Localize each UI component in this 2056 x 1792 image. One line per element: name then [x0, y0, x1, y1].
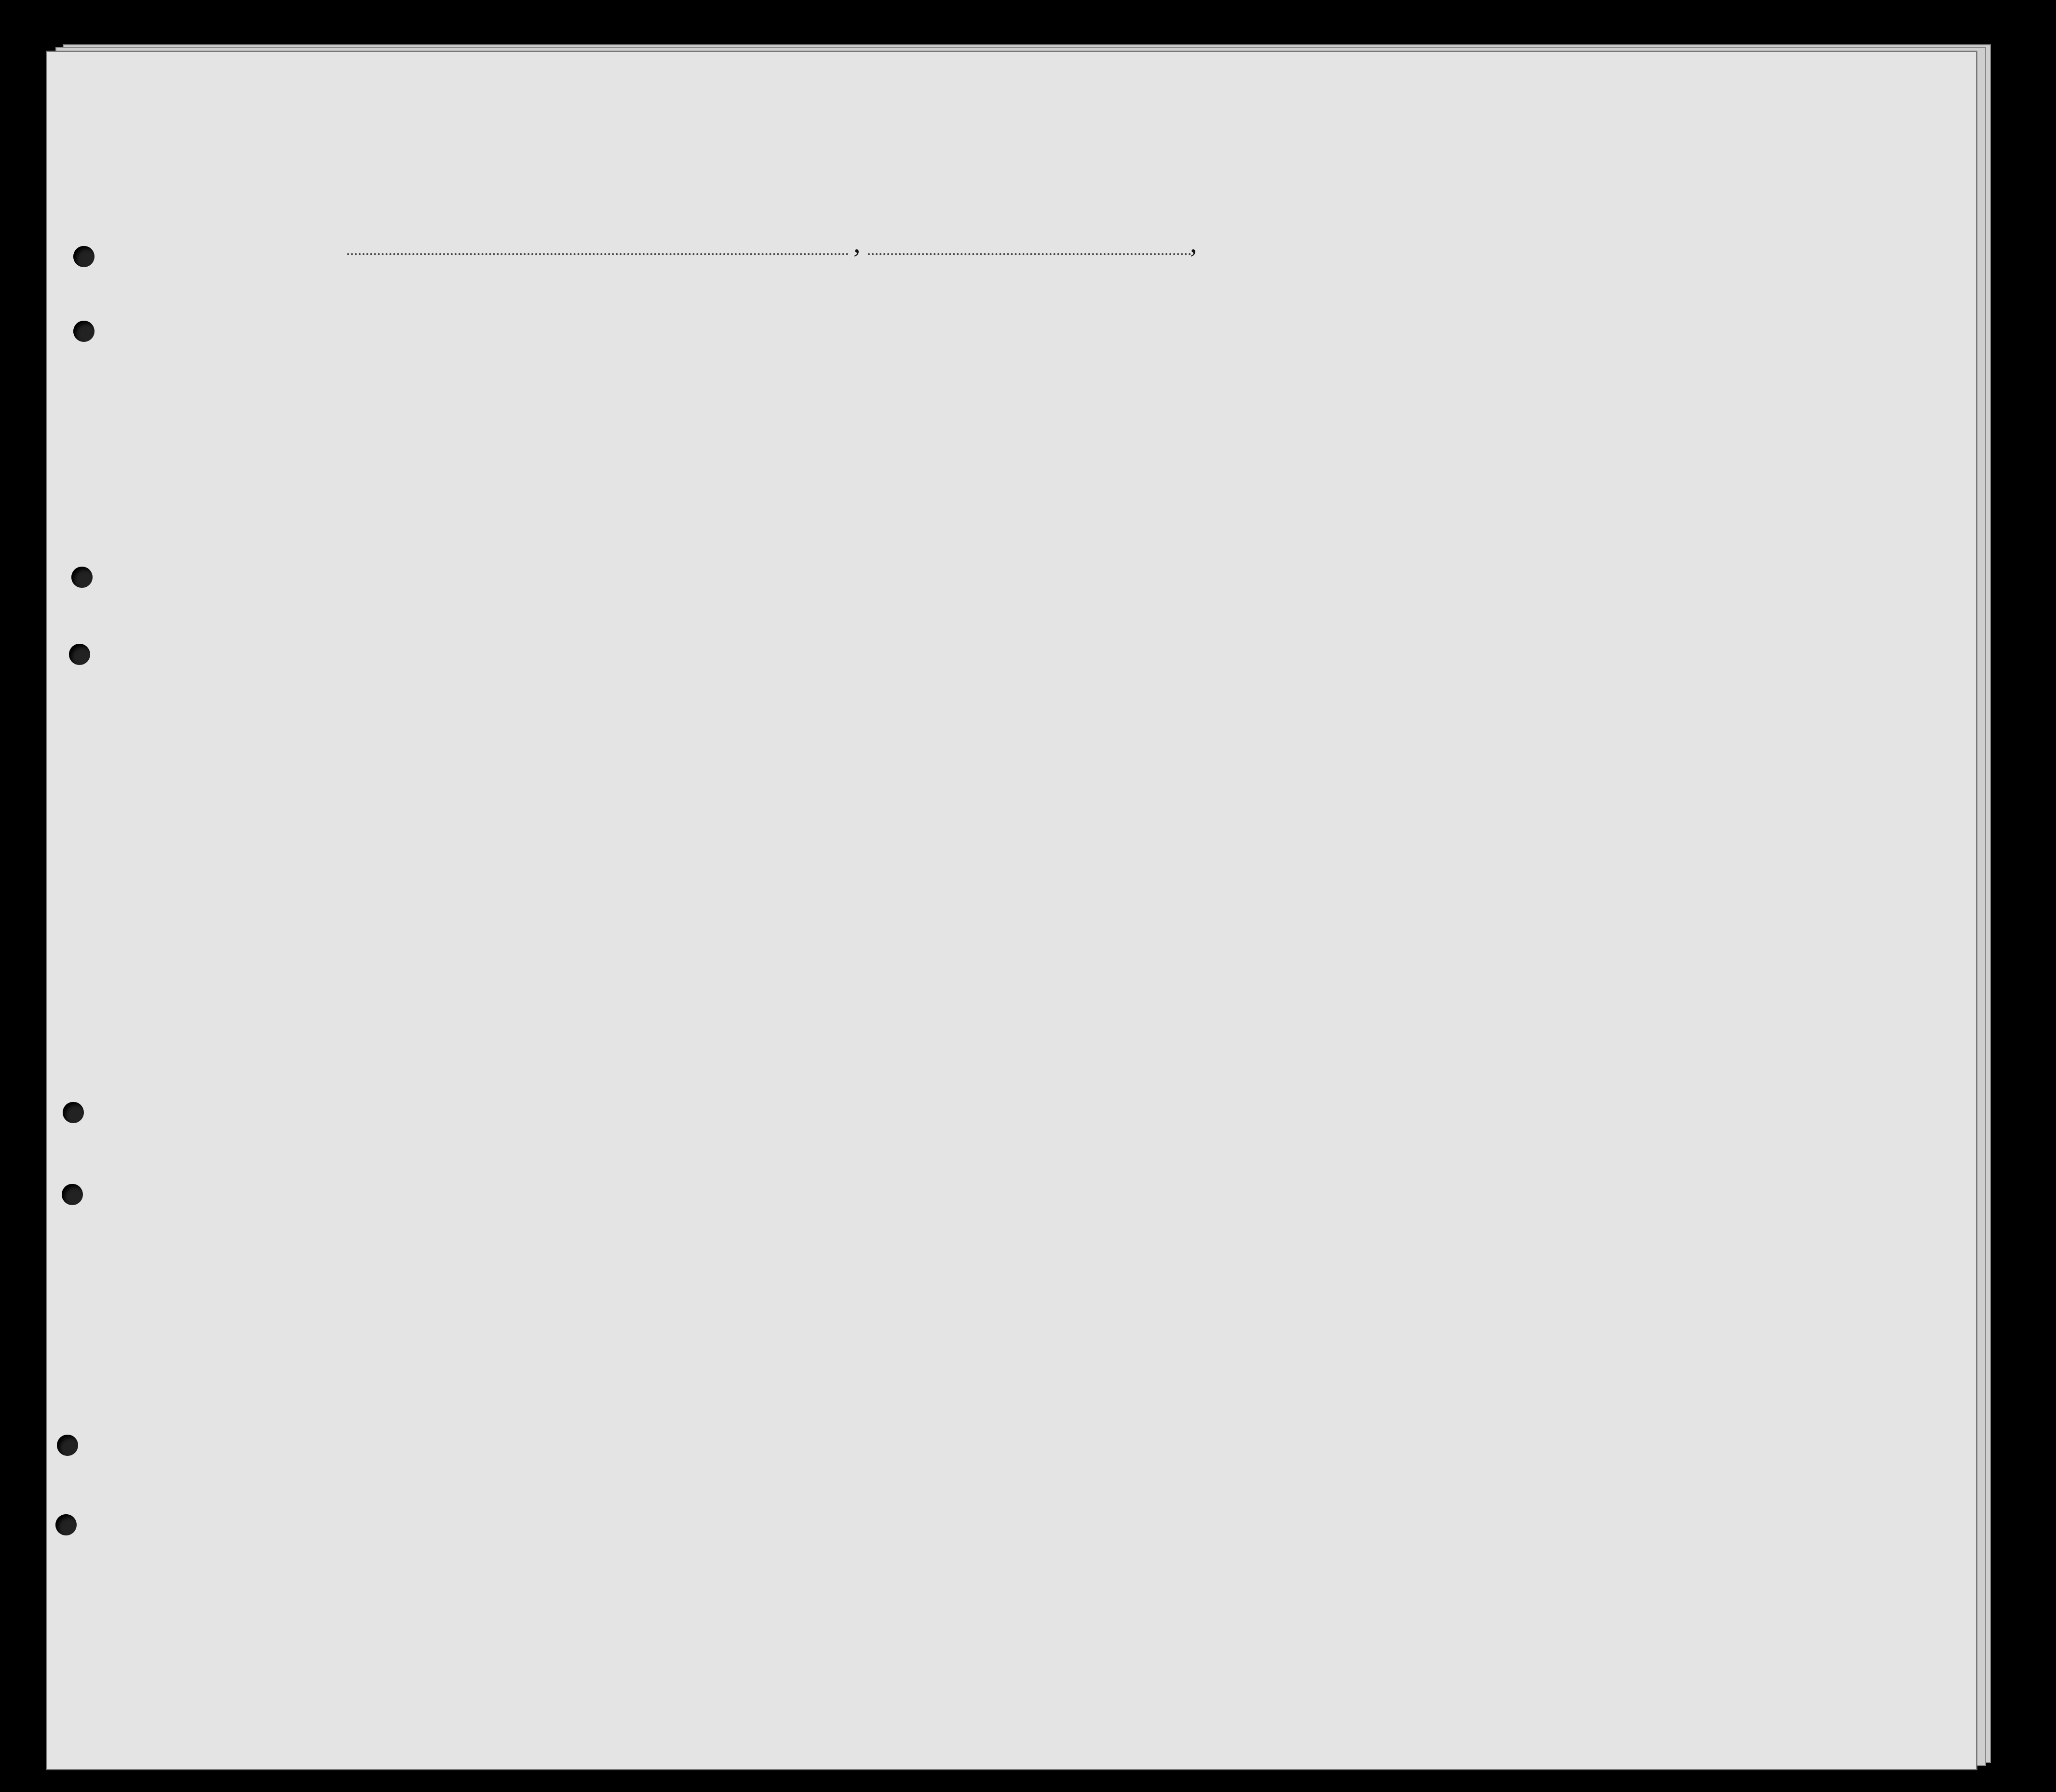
comma-1: ,: [853, 227, 861, 258]
col25-header: [1273, 318, 1307, 439]
binder-hole: [69, 644, 90, 665]
col21-header: [704, 313, 723, 441]
binder-hole: [57, 1435, 78, 1456]
col26-header: [1321, 318, 1336, 439]
col28-header: [1372, 318, 1425, 439]
col31-header: [1490, 318, 1509, 439]
binder-hole: [62, 1184, 83, 1205]
binder-hole: [73, 246, 95, 267]
binder-hole: [55, 1514, 77, 1535]
col24-length: [1196, 343, 1225, 440]
col24-citizen: [1232, 343, 1261, 440]
col29-header: [1431, 318, 1465, 439]
binder-hole: [73, 321, 95, 342]
col27-header: [1350, 318, 1365, 439]
col30-header: [1468, 318, 1488, 439]
comma-2: ,: [1190, 227, 1197, 258]
col24-return: [1164, 343, 1193, 440]
col34-inches: [1662, 405, 1676, 444]
col34-feet: [1638, 405, 1653, 444]
binder-hole: [63, 1102, 84, 1123]
col19-header: [583, 313, 602, 439]
binder-hole: [71, 567, 93, 588]
